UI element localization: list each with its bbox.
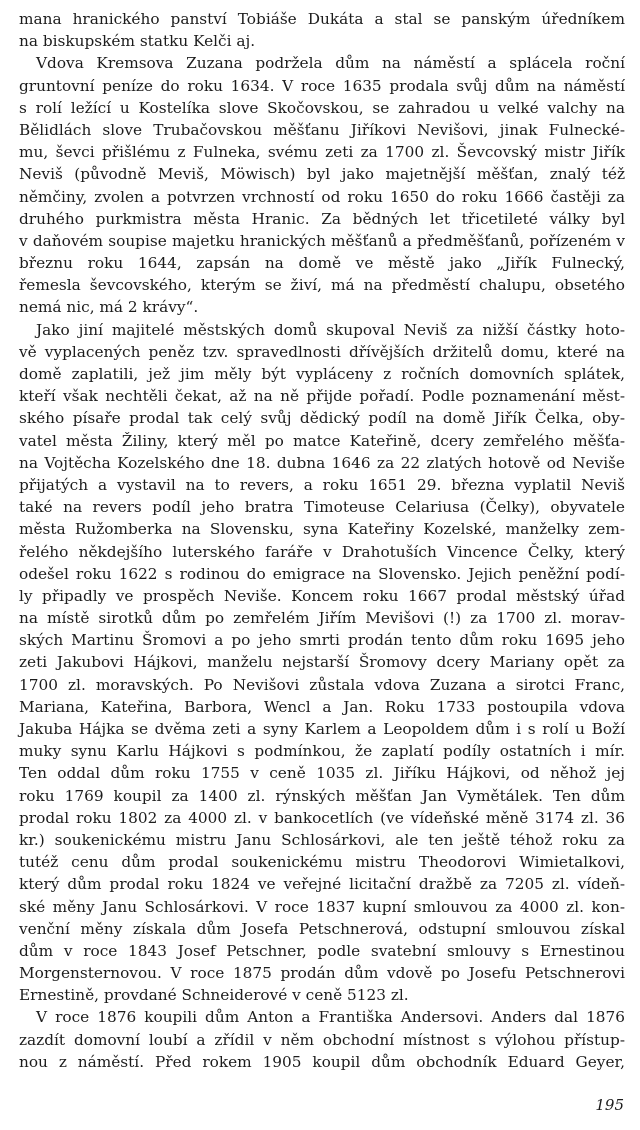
text-line: vatel města Žiliny, který měl po matce Kateřině, dcery zemřelého měšťa- — [19, 431, 625, 450]
text-line: řelého někdejšího luterského faráře v Drahotuších Vincence Čelky, který — [19, 542, 625, 561]
text-line: odešel roku 1622 s rodinou do emigrace na Slovensko. Jejich peněžní podí- — [19, 564, 625, 583]
text-line: dům v roce 1843 Josef Petschner, podle svatební smlouvy s Ernestinou — [19, 941, 625, 960]
text-line: na místě sirotků dům po zemřelém Jiřím Mevišovi (!) za 1700 zl. morav- — [19, 609, 625, 628]
paragraph-start-line: Vdova Kremsova Zuzana podržela dům na náměstí a splácela roční — [36, 54, 625, 73]
text-line: Jakuba Hájka se dvěma zeti a syny Karlem a Leopoldem dům i s rolí u Boží — [19, 720, 625, 739]
text-line: s rolí ležící u Kostelíka slove Skočovskou, se zahradou u velké valchy na — [19, 98, 625, 117]
text-line: ly připadly ve prospěch Neviše. Koncem roku 1667 prodal městský úřad — [19, 586, 625, 605]
text-line: Neviš (původně Meviš, Möwisch) byl jako majetnější měšťan, znalý též — [19, 165, 625, 184]
text-line: v daňovém soupise majetku hranických měšťanů a předměšťanů, pořízeném v březnu roku 1644, zapsán na domě ve městě jako „Jiřík Fulnecký, — [19, 231, 625, 273]
text-line: na biskupském statku Kelči aj. — [19, 32, 256, 51]
paragraph-start-line: Jako jiní majitelé městských domů skupoval Neviš za nižší částky hoto- — [36, 320, 625, 339]
text-line: Ernestině, provdané Schneiderové v ceně 5123 zl. — [19, 986, 409, 1005]
text-line: mana hranického panství Tobiáše Dukáta a stal se panským úředníkem — [19, 10, 625, 28]
text-line: který dům prodal roku 1824 ve veřejné licitační dražbě za 7205 zl. vídeň- — [19, 875, 625, 894]
text-line: vě vyplacených peněz tzv. spravedlnosti dřívějších držitelů domu, které na — [19, 342, 625, 361]
text-line: muky synu Karlu Hájkovi s podmínkou, že zaplatí podíly ostatních i mír. — [19, 742, 625, 761]
text-line: ské měny Janu Schlosárkovi. V roce 1837 kupní smlouvou za 4000 zl. kon- — [19, 897, 625, 916]
text-line: ských Martinu Šromovi a po jeho smrti prodán tento dům roku 1695 jeho — [19, 631, 625, 650]
text-line: venční měny získala dům Josefa Petschnerová, odstupní smlouvou získal — [19, 919, 625, 938]
text-line: Ten oddal dům roku 1755 v ceně 1035 zl. Jiříku Hájkovi, od něhož jej — [19, 764, 625, 783]
text-line: gruntovní peníze do roku 1634. V roce 1635 prodala svůj dům na náměstí — [19, 76, 625, 95]
text-line: přijatých a vystavil na to revers, a roku 1651 29. března vyplatil Neviš — [19, 475, 625, 494]
page-number: 195 — [595, 1096, 624, 1114]
text-line: němčiny, zvolen a potvrzen vrchností od roku 1650 do roku 1666 častěji za — [19, 187, 625, 206]
text-line: domě zaplatili, jež jim měly být vypláceny z ročních domovních splátek, — [19, 365, 625, 384]
text-line: Bělidlách slove Trubačovskou měšťanu Jiříkovi Nevišovi, jinak Fulnecké- — [19, 120, 625, 139]
text-line: řemesla ševcovského, kterým se živí, má na předměstí chalupu, obsetého — [19, 276, 625, 295]
text-line: kteří však nechtěli čekat, až na ně přijde pořadí. Podle poznamenání měst- — [19, 387, 625, 406]
text-line: 1700 zl. moravských. Po Nevišovi zůstala vdova Zuzana a sirotci Franc, — [19, 675, 625, 694]
text-line: druhého purkmistra města Hranic. Za bědných let třicetileté války byl — [19, 209, 625, 228]
text-line: roku 1769 koupil za 1400 zl. rýnských měšťan Jan Vymětálek. Ten dům — [19, 786, 625, 805]
text-line: města Ružomberka na Slovensku, syna Kateřiny Kozelské, manželky zem- — [19, 520, 625, 539]
paragraph-start-line: V roce 1876 koupili dům Anton a Františka Andersovi. Anders dal 1876 — [36, 1008, 625, 1027]
text-line: na Vojtěcha Kozelského dne 18. dubna 1646 za 22 zlatých hotově od Neviše — [19, 453, 625, 472]
text-line: ského písaře prodal tak celý svůj dědický podíl na domě Jiřík Čelka, oby- — [19, 409, 625, 428]
text-line: mu, ševci přišlému z Fulneka, svému zeti za 1700 zl. Ševcovský mistr Jiřík — [19, 143, 625, 162]
text-line: kr.) soukenickému mistru Janu Schlosárkovi, ale ten ještě téhož roku za — [19, 830, 625, 849]
text-line: zazdít domovní loubí a zřídil v něm obchodní místnost s výlohou přístup- — [19, 1030, 625, 1049]
text-line: Morgensternovou. V roce 1875 prodán dům vdově po Josefu Petschnerovi — [19, 964, 625, 983]
text-line: zeti Jakubovi Hájkovi, manželu nejstarší Šromovy dcery Mariany opět za — [19, 653, 625, 672]
text-line: tutéž cenu dům prodal soukenickému mistru Theodorovi Wimietalkovi, — [19, 853, 625, 872]
text-line: Mariana, Kateřina, Barbora, Wencl a Jan. Roku 1733 postoupila vdova — [19, 697, 625, 716]
text-line: prodal roku 1802 za 4000 zl. v bankocetlích (ve vídeňské měně 3174 zl. 36 — [19, 808, 625, 827]
text-line: nou z náměstí. Před rokem 1905 koupil dům obchodník Eduard Geyer, — [19, 1052, 625, 1071]
text-line: nemá nic, má 2 krávy“. — [19, 298, 199, 317]
body-text — [19, 8, 625, 1073]
text-line: také na revers podíl jeho bratra Timoteuse Celariusa (Čelky), obyvatele — [19, 498, 625, 517]
